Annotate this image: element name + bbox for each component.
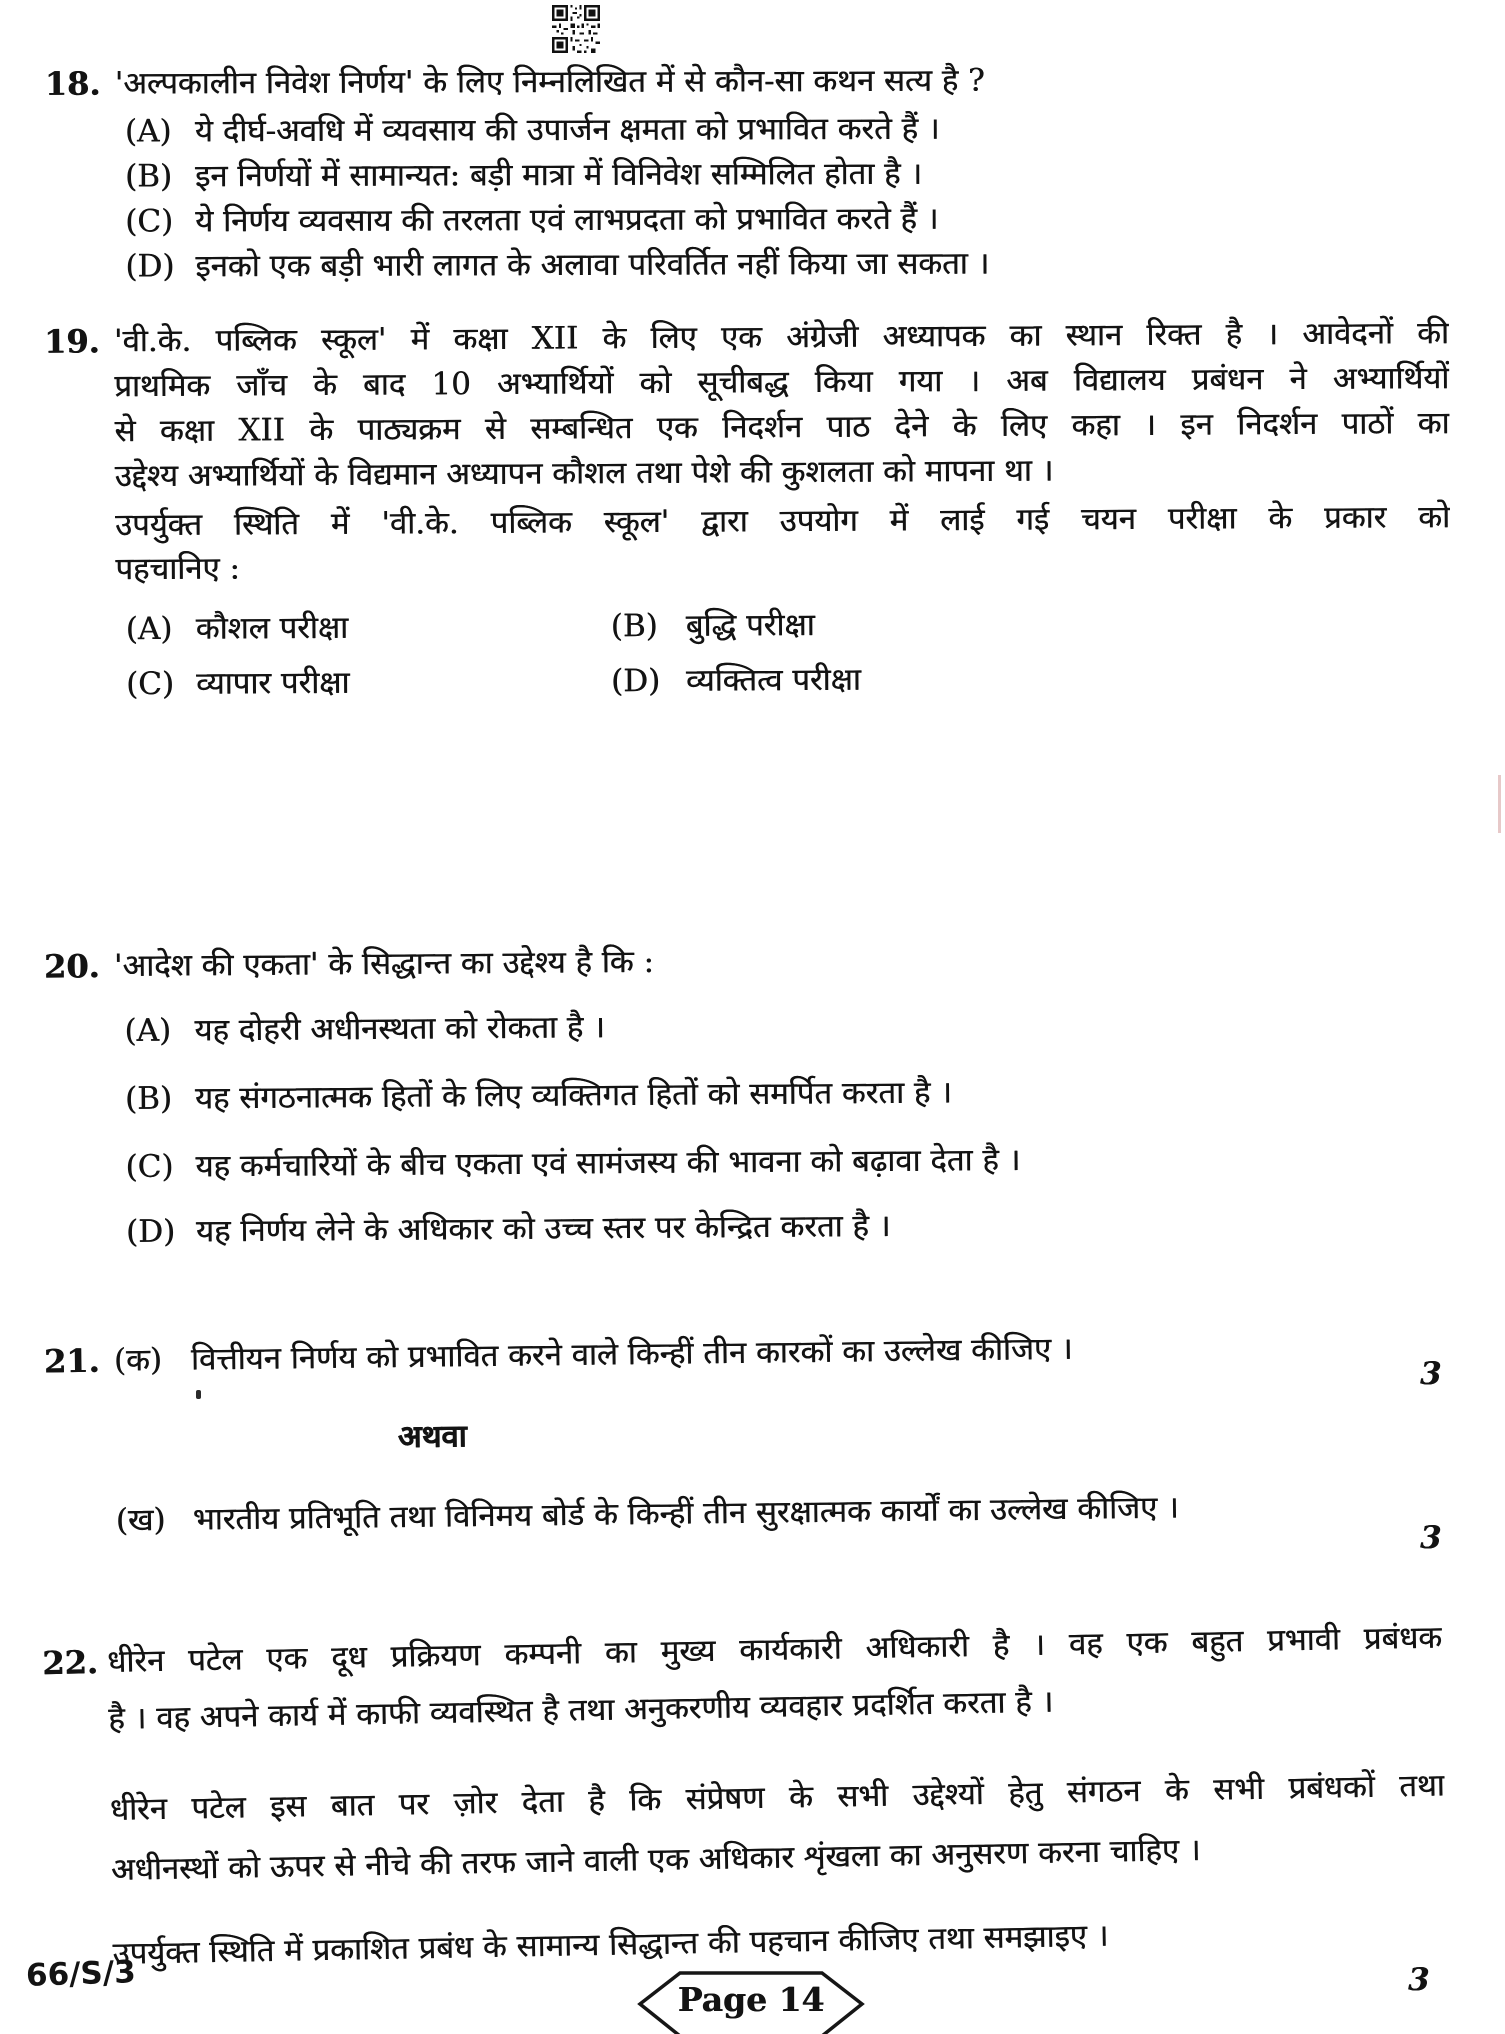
q19-option-c-label: (C): [125, 665, 175, 703]
question-20: [0, 933, 1505, 1275]
q19-option-d-label: (D): [610, 662, 661, 700]
q18-option-c-label: (C): [125, 203, 174, 240]
q19-option-d-text: व्यक्तित्व परीक्षा: [685, 661, 861, 699]
q19-line-5: उपर्युक्त स्थिति में 'वी.के. पब्लिक स्कूल' द्वारा उपयोग में लाई गई चयन परीक्षा के प्रकार को: [114, 499, 1451, 544]
question-18-number: 18.: [44, 64, 101, 103]
question-22: [0, 1614, 1505, 1992]
q21-part-a-marks: 3: [1420, 1356, 1442, 1392]
question-21-number: 21.: [43, 1341, 100, 1381]
q18-option-c-text: ये निर्णय व्यवसाय की तरलता एवं लाभप्रदता को प्रभावित करते हैं ।: [195, 200, 939, 240]
q19-line-1: 'वी.के. पब्लिक स्कूल' में कक्षा XII के लिए एक अंग्रेजी अध्यापक का स्थान रिक्त है । आवेदनों की: [113, 315, 1449, 360]
scan-artifact-dot: [196, 1390, 201, 1399]
q18-option-a-label: (A): [124, 113, 172, 150]
q19-option-a-label: (A): [125, 610, 173, 648]
q19-line-3: से कक्षा XII के पाठ्यक्रम से सम्बन्धित एक निदर्शन पाठ देने के लिए कहा । इन निदर्शन पाठों का: [114, 405, 1450, 450]
question-19: [0, 311, 1505, 720]
footer-page-label: Page 14: [677, 1980, 825, 2019]
q19-line-2: प्राथमिक जाँच के बाद 10 अभ्यार्थियों को सूचीबद्ध किया गया । अब विद्यालय प्रबंधन ने अभ्यार्थियों: [114, 360, 1450, 405]
q21-part-b-label: (ख): [115, 1501, 166, 1539]
q18-option-b-text: इन निर्णयों में सामान्यत: बड़ी मात्रा में विनिवेश सम्मिलित होता है ।: [194, 155, 923, 195]
qr-code-icon: [552, 5, 600, 57]
question-20-text: 'आदेश की एकता' के सिद्धान्त का उद्देश्य है कि :: [113, 943, 654, 985]
q18-option-a-text: ये दीर्घ-अवधि में व्यवसाय की उपार्जन क्षमता को प्रभावित करते हैं ।: [194, 110, 940, 150]
question-22-number: 22.: [41, 1643, 99, 1683]
footer-paper-code: 66/S/3: [25, 1954, 137, 1994]
q21-or-label: अथवा: [397, 1418, 467, 1456]
scan-artifact-line: [1498, 775, 1501, 833]
question-20-number: 20.: [43, 947, 100, 986]
q20-option-c-label: (C): [125, 1148, 174, 1186]
question-18: [0, 57, 1505, 302]
q20-option-a-label: (A): [124, 1012, 172, 1050]
q19-line-6: पहचानिए :: [115, 550, 240, 588]
q20-option-b-label: (B): [124, 1080, 173, 1118]
q18-option-b-label: (B): [124, 158, 173, 195]
question-21: [0, 1322, 1505, 1570]
q19-option-b-text: बुद्धि परीक्षा: [685, 607, 815, 644]
q20-option-d-text: यह निर्णय लेने के अधिकार को उच्च स्तर पर केन्द्रित करता है ।: [195, 1208, 891, 1250]
q20-option-d-label: (D): [125, 1213, 176, 1251]
q22-para3-line: उपर्युक्त स्थिति में प्रकाशित प्रबंध के सामान्य सिद्धान्त की पहचान कीजिए तथा समझाइए ।: [112, 1917, 1109, 1972]
q22-para1-line-2: है । वह अपने कार्य में काफी व्यवस्थित है तथा अनुकरणीय व्यवहार प्रदर्शित करता है ।: [107, 1683, 1054, 1737]
q20-option-b-text: यह संगठनात्मक हितों के लिए व्यक्तिगत हितों को समर्पित करता है ।: [194, 1074, 953, 1117]
q19-option-c-text: व्यापार परीक्षा: [195, 664, 350, 702]
q21-part-a-label: (क): [113, 1342, 163, 1379]
q19-line-4: उद्देश्य अभ्यार्थियों के विद्यमान अध्यापन कौशल तथा पेशे की कुशलता को मापना था ।: [114, 452, 1054, 495]
q19-option-b-label: (B): [610, 607, 658, 645]
q20-option-a-text: यह दोहरी अधीनस्थता को रोकता है ।: [194, 1009, 605, 1049]
q22-para2-line-2: अधीनस्थों को ऊपर से नीचे की तरफ जाने वाली एक अधिकार शृंखला का अनुसरण करना चाहिए ।: [110, 1832, 1201, 1888]
q22-marks: 3: [1408, 1962, 1430, 1998]
q21-part-a-text: वित्तीयन निर्णय को प्रभावित करने वाले किन्हीं तीन कारकों का उल्लेख कीजिए ।: [190, 1330, 1073, 1378]
question-19-number: 19.: [43, 322, 100, 361]
question-18-text: 'अल्पकालीन निवेश निर्णय' के लिए निम्नलिखित में से कौन-सा कथन सत्य है ?: [114, 62, 985, 102]
q21-part-b-marks: 3: [1420, 1520, 1442, 1556]
footer-page-badge: [636, 1970, 866, 2034]
q22-para1-line-1: धीरेन पटेल एक दूध प्रक्रियण कम्पनी का मुख्य कार्यकारी अधिकारी है । वह एक बहुत प्रभावी प्रबंधक: [106, 1619, 1443, 1681]
q19-option-a-text: कौशल परीक्षा: [195, 609, 349, 647]
q18-option-d-text: इनको एक बड़ी भारी लागत के अलावा परिवर्तित नहीं किया जा सकता ।: [195, 245, 990, 285]
q21-part-b-text: भारतीय प्रतिभूति तथा विनिमय बोर्ड के किन्हीं तीन सुरक्षात्मक कार्यों का उल्लेख कीजिए ।: [192, 1489, 1179, 1538]
q20-option-c-text: यह कर्मचारियों के बीच एकता एवं सामंजस्य की भावना को बढ़ावा देता है ।: [195, 1141, 1021, 1185]
q22-para2-line-1: धीरेन पटेल इस बात पर ज़ोर देता है कि संप्रेषण के सभी उद्देश्यों हेतु संगठन के सभी प्रबंधकों तथा: [109, 1767, 1445, 1828]
q18-option-d-label: (D): [125, 248, 175, 285]
